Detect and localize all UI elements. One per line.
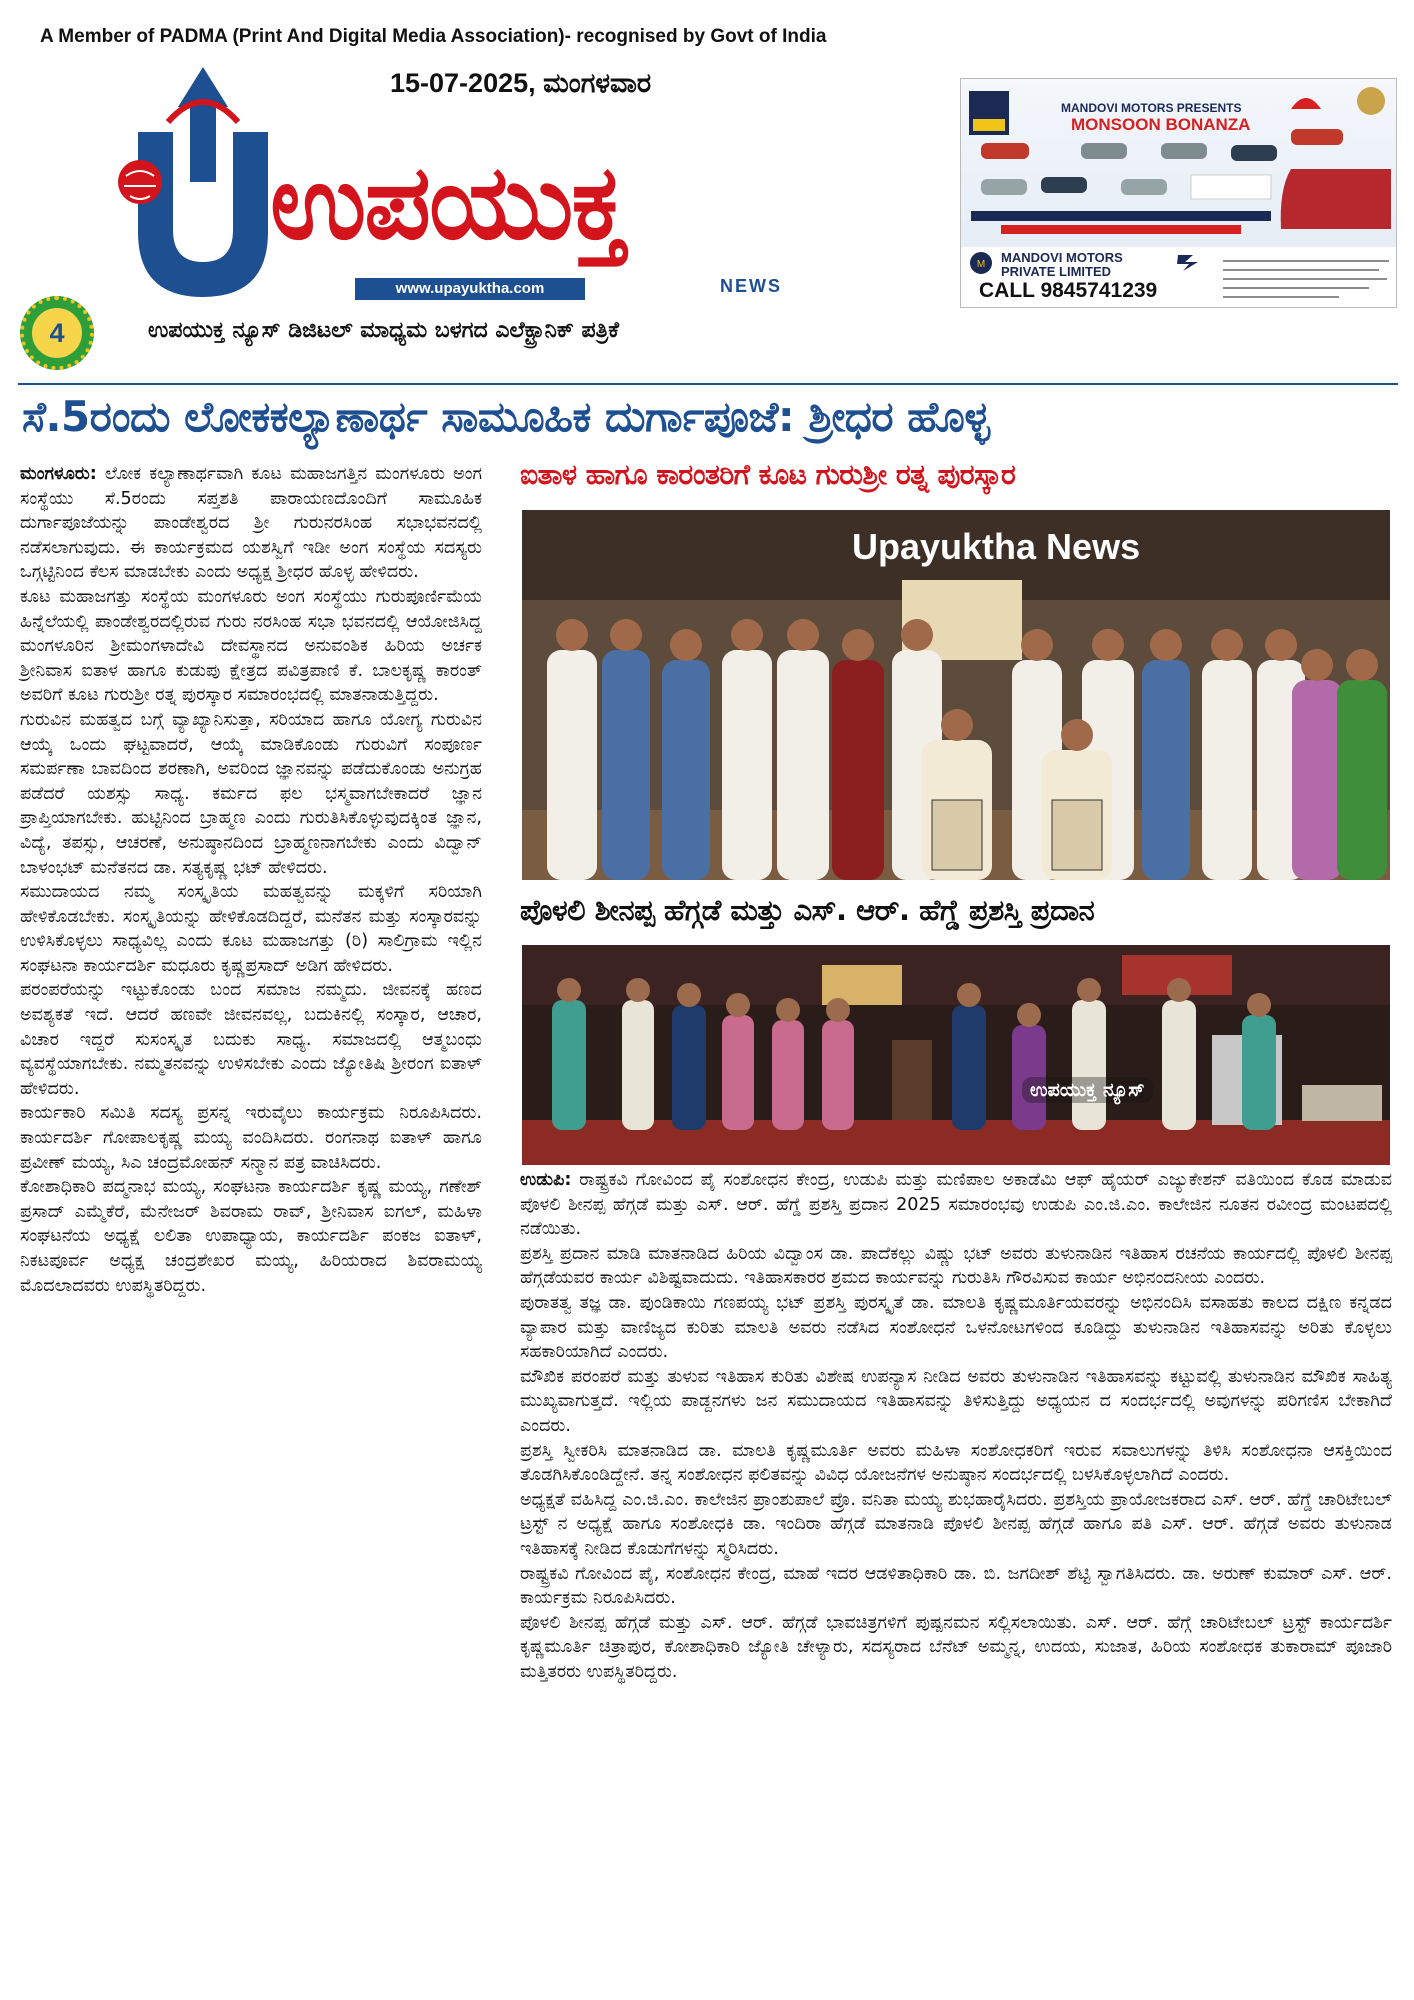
article-paragraph: ಗುರುವಿನ ಮಹತ್ವದ ಬಗ್ಗೆ ವ್ಯಾಖ್ಯಾನಿಸುತ್ತಾ, ಸರಿಯಾದ ಹಾಗೂ ಯೋಗ್ಯ ಗುರುವಿನ ಆಯ್ಕೆ ಒಂದು ಘಟ್ಟವಾದರೆ, ಆಯ್ಕೆ ಮಾಡಿಕೊಂಡು ಗುರುವಿಗೆ ಸಂಪೂರ್ಣ ಸಮರ್ಪಣಾ ಬಾವದಿಂದ ಶರಣಾಗಿ, ಅವರಿಂದ ಜ್ಞಾನವನ್ನು ಪಡೆದುಕೊಂಡು ಅನುಗ್ರಹ ಪಡೆದರೆ ಯಶಸ್ಸು ಸಾಧ್ಯ. ಕರ್ಮದ ಫಲ ಭಸ್ಮವಾಗಬೇಕಾದರೆ ಜ್ಞಾನ ಪ್ರಾಪ್ತಿಯಾಗಬೇಕು. ಹುಟ್ಟಿನಿಂದ ಬ್ರಾಹ್ಮಣ ಎಂದು ಗುರುತಿಸಿಕೊಳ್ಳುವುದಕ್ಕಿಂತ ಜ್ಞಾನ, ವಿದ್ಯೆ, ತಪಸ್ಸು, ಆಚರಣೆ, ಅನುಷ್ಠಾನದಿಂದ ಬ್ರಾಹ್ಮಣನಾಗಬೇಕು ಎಂದು ವಿದ್ವಾನ್ ಬಾಳಂಭಟ್ ಮನೆತನದ ಡಾ. ಸತ್ಯಕೃಷ್ಣ ಭಟ್ ಹೇಳಿದರು. bbox=[20, 709, 482, 878]
issue-date: 15-07-2025, ಮಂಗಳವಾರ bbox=[390, 68, 652, 98]
article-paragraph: ಮೌಖಿಕ ಪರಂಪರೆ ಮತ್ತು ತುಳುವ ಇತಿಹಾಸ ಕುರಿತು ವಿಶೇಷ ಉಪನ್ಯಾಸ ನೀಡಿದ ಅವರು ತುಳುನಾಡಿನ ಇತಿಹಾಸವನ್ನು ಕಟ್ಟುವಲ್ಲಿ ತುಳುನಾಡಿನ ಮೌಖಿಕ ಸಾಹಿತ್ಯ ಮುಖ್ಯವಾಗುತ್ತದೆ. ಇಲ್ಲಿಯ ಪಾಡ್ದನಗಳು ಜನ ಸಮುದಾಯದ ಇತಿಹಾಸವನ್ನು ತಿಳಿಸುತ್ತಿದ್ದು ಅಧ್ಯಯನ ದ ಸಂದರ್ಭದಲ್ಲಿ ಅವುಗಳನ್ನು ಪರಿಗಣಿಸ ಬೇಕಾಗಿದೆ ಎಂದರು. bbox=[520, 1366, 1392, 1436]
masthead-tagline: ಉಪಯುಕ್ತ ನ್ಯೂಸ್ ಡಿಜಿಟಲ್ ಮಾಧ್ಯಮ ಬಳಗದ ಎಲೆಕ್ಟ್ರಾನಿಕ್ ಪತ್ರಿಕೆ bbox=[148, 318, 619, 343]
mandovi-motors-advertisement[interactable] bbox=[960, 78, 1397, 308]
article-paragraph: ಪುರಾತತ್ವ ತಜ್ಞ ಡಾ. ಪುಂಡಿಕಾಯಿ ಗಣಪಯ್ಯ ಭಟ್ ಪ್ರಶಸ್ತಿ ಪುರಸ್ಕೃತೆ ಡಾ. ಮಾಲತಿ ಕೃಷ್ಣಮೂರ್ತಿಯವರನ್ನು ಅಭಿನಂದಿಸಿ ವಸಾಹತು ಕಾಲದ ದಕ್ಷಿಣ ಕನ್ನಡದ ವ್ಯಾಪಾರ ಮತ್ತು ವಾಣಿಜ್ಯದ ಕುರಿತು ಮಾಲತಿ ಅವರು ನಡೆಸಿದ ಸಂಶೋಧನೆ ಒಳನೋಟಗಳಿಂದ ಕೂಡಿದ್ದು ತುಳುನಾಡಿನ ಇತಿಹಾಸವನ್ನು ಅರಿತು ಕೊಳ್ಳಲು ಸಹಕಾರಿಯಾಗಿದೆ ಎಂದರು. bbox=[520, 1292, 1392, 1363]
svg-text:M: M bbox=[976, 259, 986, 270]
prashasti-ceremony-photo[interactable] bbox=[522, 945, 1390, 1165]
main-headline: ಸೆ.5ರಂದು ಲೋಕಕಲ್ಯಾಣಾರ್ಥ ಸಾಮೂಹಿಕ ದುರ್ಗಾಪೂಜೆ: ಶ್ರೀಧರ ಹೊಳ್ಳ bbox=[22, 392, 990, 441]
article-paragraph: ಕೂಟ ಮಹಾಜಗತ್ತು ಸಂಸ್ಥೆಯ ಮಂಗಳೂರು ಅಂಗ ಸಂಸ್ಥೆಯು ಗುರುಪೂರ್ಣಿಮೆಯ ಹಿನ್ನೆಲೆಯಲ್ಲಿ ಪಾಂಡೇಶ್ವರದಲ್ಲಿರುವ ಗುರು ನರಸಿಂಹ ಸಭಾ ಭವನದಲ್ಲಿ ಆಯೋಜಿಸಿದ್ದ ಮಂಗಳೂರಿನ ಶ್ರೀಮಂಗಳಾದೇವಿ ದೇವಸ್ಥಾನದ ಅನುವಂಶಿಕ ಹಿರಿಯ ಅರ್ಚಕ ಶ್ರೀನಿವಾಸ ಐತಾಳ ಹಾಗೂ ಕುಡುಪು ಕ್ಷೇತ್ರದ ಪವಿತ್ರಪಾಣಿ ಕೆ. ಬಾಲಕೃಷ್ಣ ಕಾರಂತ್ ಅವರಿಗೆ ಕೂಟ ಗುರುಶ್ರೀ ರತ್ನ ಪುರಸ್ಕಾರ ಸಮಾರಂಭದಲ್ಲಿ ಮಾತನಾಡುತ್ತಿದ್ದರು. bbox=[20, 586, 482, 706]
article-text: ಲೋಕ ಕಲ್ಯಾಣಾರ್ಥವಾಗಿ ಕೂಟ ಮಹಾಜಗತ್ತಿನ ಮಂಗಳೂರು ಅಂಗ ಸಂಸ್ಥೆಯು ಸೆ.5ರಂದು ಸಪ್ತಶತಿ ಪಾರಾಯಣದೊಂದಿಗೆ ಸಾಮೂಹಿಕ ದುರ್ಗಾಪೂಜೆಯನ್ನು ಪಾಂಡೇಶ್ವರದ ಶ್ರೀ ಗುರುನರಸಿಂಹ ಸಭಾಭವನದಲ್ಲಿ ನಡೆಸಲಾಗುವುದು. ಈ ಕಾರ್ಯಕ್ರಮದ ಯಶಸ್ವಿಗೆ ಇಡೀ ಅಂಗ ಸಂಸ್ಥೆಯ ಸದಸ್ಯರು ಒಗ್ಗಟ್ಟಿನಿಂದ ಕೆಲಸ ಮಾಡಬೇಕು ಎಂದು ಅಧ್ಯಕ್ಷ ಶ್ರೀಧರ ಹೊಳ್ಳ ಹೇಳಿದರು. bbox=[20, 464, 483, 583]
page-number: 4 bbox=[32, 308, 82, 358]
story2-headline: ಐತಾಳ ಹಾಗೂ ಕಾರಂತರಿಗೆ ಕೂಟ ಗುರುಶ್ರೀ ರತ್ನ ಪುರಸ್ಕಾರ bbox=[520, 458, 1016, 491]
masthead-divider bbox=[18, 383, 1398, 385]
article-paragraph: ಸಮುದಾಯದ ನಮ್ಮ ಸಂಸ್ಕೃತಿಯ ಮಹತ್ವವನ್ನು ಮಕ್ಕಳಿಗೆ ಸರಿಯಾಗಿ ಹೇಳಿಕೊಡಬೇಕು. ಸಂಸ್ಕೃತಿಯನ್ನು ಹೇಳಿಕೊಡದಿದ್ದರೆ, ಮನೆತನ ಮತ್ತು ಸಂಸ್ಕಾರವನ್ನು ಉಳಿಸಿಕೊಳ್ಳಲು ಸಾಧ್ಯವಿಲ್ಲ ಎಂದು ಕೂಟ ಮಹಾಜಗತ್ತು (ರಿ) ಸಾಲಿಗ್ರಾಮ ಇಲ್ಲಿನ ಸಂಘಟನಾ ಕಾರ್ಯದರ್ಶಿ ಮಧೂರು ಕೃಷ್ಣಪ್ರಸಾದ್ ಅಡಿಗ ಹೇಳಿದರು. bbox=[20, 882, 482, 976]
prashasti-ceremony-photo-graphic bbox=[522, 945, 1390, 1165]
padma-membership-line: A Member of PADMA (Print And Digital Media Association)- recognised by Govt of India bbox=[40, 26, 827, 47]
article-udupi bbox=[520, 1168, 1392, 1684]
article-paragraph bbox=[20, 462, 482, 585]
masthead-logo-text: ಉಪಯುಕ್ತ bbox=[270, 141, 626, 263]
website-url[interactable]: www.upayuktha.com bbox=[355, 278, 585, 300]
article-paragraph: ರಾಷ್ಟ್ರಕವಿ ಗೋವಿಂದ ಪೈ, ಸಂಶೋಧನ ಕೇಂದ್ರ, ಮಾಹೆ ಇದರ ಆಡಳಿತಾಧಿಕಾರಿ ಡಾ. ಬಿ. ಜಗದೀಶ್ ಶೆಟ್ಟಿ ಸ್ವಾಗತಿಸಿದರು. ಡಾ. ಅರುಣ್ ಕುಮಾರ್ ಎಸ್. ಆರ್. ಕಾರ್ಯಕ್ರಮ ನಿರೂಪಿಸಿದರು. bbox=[520, 1563, 1392, 1609]
ad-headline: MONSOON BONANZA bbox=[1071, 115, 1251, 134]
ad-car-lineup-graphic bbox=[961, 79, 1397, 247]
article-paragraph: ಪ್ರಶಸ್ತಿ ಪ್ರದಾನ ಮಾಡಿ ಮಾತನಾಡಿದ ಹಿರಿಯ ವಿದ್ವಾಂಸ ಡಾ. ಪಾದೆಕಲ್ಲು ವಿಷ್ಣು ಭಟ್ ಅವರು ತುಳುನಾಡಿನ ಇತಿಹಾಸ ರಚನೆಯ ಕಾರ್ಯದಲ್ಲಿ ಪೊಳಲಿ ಶೀನಪ್ಪ ಹೆಗ್ಗಡೆಯವರ ಕಾರ್ಯ ವಿಶಿಷ್ಟವಾದುದು. ಇತಿಹಾಸಕಾರರ ಶ್ರಮದ ಕಾರ್ಯವನ್ನು ಗುರುತಿಸಿ ಗೌರವಿಸುವ ಕಾರ್ಯ ಅಭಿನಂದನೀಯ ಎಂದರು. bbox=[520, 1243, 1392, 1289]
article-paragraph: ಪ್ರಶಸ್ತಿ ಸ್ವೀಕರಿಸಿ ಮಾತನಾಡಿದ ಡಾ. ಮಾಲತಿ ಕೃಷ್ಣಮೂರ್ತಿ ಅವರು ಮಹಿಳಾ ಸಂಶೋಧಕರಿಗೆ ಇರುವ ಸವಾಲುಗಳನ್ನು ತಿಳಿಸಿ ಸಂಶೋಧನಾ ಆಸಕ್ತಿಯಿಂದ ತೊಡಗಿಸಿಕೊಂಡಿದ್ದೇನೆ. ತನ್ನ ಸಂಶೋಧನ ಫಲಿತವನ್ನು ವಿವಿಧ ಯೋಜನೆಗಳ ಅನುಷ್ಠಾನ ಸಂದರ್ಭದಲ್ಲಿ ಬಳಸಿಕೊಳ್ಳಲಾಗಿದೆ ಎಂದರು. bbox=[520, 1440, 1392, 1486]
photo1-watermark: Upayuktha News bbox=[852, 526, 1141, 567]
article-mangaluru bbox=[20, 462, 482, 1298]
article-paragraph bbox=[520, 1168, 1392, 1242]
ad-dealer-name: MANDOVI MOTORS PRIVATE LIMITED bbox=[1001, 250, 1123, 279]
article-paragraph: ಕಾರ್ಯಕಾರಿ ಸಮಿತಿ ಸದಸ್ಯ ಪ್ರಸನ್ನ ಇರುವೈಲು ಕಾರ್ಯಕ್ರಮ ನಿರೂಪಿಸಿದರು. ಕಾರ್ಯದರ್ಶಿ ಗೋಪಾಲಕೃಷ್ಣ ಮಯ್ಯ ವಂದಿಸಿದರು. ರಂಗನಾಥ ಐತಾಳ್ ಹಾಗೂ ಪ್ರವೀಣ್ ಮಯ್ಯ, ಸಿಎ ಚಂದ್ರಮೋಹನ್ ಸನ್ಮಾನ ಪತ್ರ ವಾಚಿಸಿದರು. bbox=[20, 1103, 482, 1173]
story3-headline: ಪೊಳಲಿ ಶೀನಪ್ಪ ಹೆಗ್ಗಡೆ ಮತ್ತು ಎಸ್. ಆರ್. ಹೆಗ್ಡೆ ಪ್ರಶಸ್ತಿ ಪ್ರದಾನ bbox=[520, 893, 1095, 927]
suzuki-logo-icon bbox=[1173, 251, 1203, 273]
article-paragraph: ಅಧ್ಯಕ್ಷತೆ ವಹಿಸಿದ್ದ ಎಂ.ಜಿ.ಎಂ. ಕಾಲೇಜಿನ ಪ್ರಾಂಶುಪಾಲೆ ಪ್ರೊ. ವನಿತಾ ಮಯ್ಯ ಶುಭಹಾರೈಸಿದರು. ಪ್ರಶಸ್ತಿಯ ಪ್ರಾಯೋಜಕರಾದ ಎಸ್. ಆರ್. ಹೆಗ್ಡೆ ಚಾರಿಟೇಬಲ್ ಟ್ರಸ್ಟ್ ನ ಅಧ್ಯಕ್ಷೆ ಹಾಗೂ ಸಂಶೋಧಕಿ ಡಾ. ಇಂದಿರಾ ಹೆಗ್ಗಡೆ ಮಾತನಾಡಿ ಪೊಳಲಿ ಶೀನಪ್ಪ ಹೆಗ್ಗಡೆ ಹಾಗೂ ಪತಿ ಎಸ್. ಆರ್. ಹೆಗ್ಗಡೆ ಅವರು ತುಳುನಾಡ ಇತಿಹಾಸಕ್ಕೆ ನೀಡಿದ ಕೊಡುಗೆಗಳನ್ನು ಸ್ಮರಿಸಿದರು. bbox=[520, 1489, 1392, 1559]
ad-banner bbox=[961, 79, 1397, 247]
page-number-badge bbox=[20, 296, 94, 370]
mandovi-logo-icon bbox=[969, 251, 999, 275]
article-paragraph: ಪರಂಪರೆಯನ್ನು ಇಟ್ಟುಕೊಂಡು ಬಂದ ಸಮಾಜ ನಮ್ಮದು. ಜೀವನಕ್ಕೆ ಹಣದ ಅವಶ್ಯಕತೆ ಇದೆ. ಆದರೆ ಹಣವೇ ಜೀವನವಲ್ಲ, ಬದುಕಿನಲ್ಲಿ ಸಂಸ್ಕಾರ, ಆಚಾರ, ವಿಚಾರ ಇದ್ದರೆ ಸುಸಂಸ್ಕೃತ ಬದುಕು ಸಾಧ್ಯ. ಸಮಾಜದಲ್ಲಿ ಆತ್ಮಬಂಧು ವ್ಯವಸ್ಥೆಯಾಗಬೇಕು. ನಮ್ಮತನವನ್ನು ಉಳಿಸಬೇಕು ಎಂದು ಜ್ಯೋತಿಷಿ ಶ್ರೀರಂಗ ಐತಾಳ್ ಹೇಳಿದರು. bbox=[20, 980, 482, 1099]
article-paragraph: ಕೋಶಾಧಿಕಾರಿ ಪದ್ಮನಾಭ ಮಯ್ಯ, ಸಂಘಟನಾ ಕಾರ್ಯದರ್ಶಿ ಕೃಷ್ಣ ಮಯ್ಯ, ಗಣೇಶ್ ಪ್ರಸಾದ್ ಎಮ್ಮೆಕೆರೆ, ಮೆನೇಜರ್ ಶಿವರಾಮ ರಾವ್, ಶ್ರೀನಿವಾಸ ಐಗಲ್, ಮಹಿಳಾ ಸಂಘಟನೆಯ ಅಧ್ಯಕ್ಷೆ ಲಲಿತಾ ಉಪಾಧ್ಯಾಯ, ಕಾರ್ಯದರ್ಶಿ ಪಂಕಜ ಐತಾಳ್, ನಿಕಟಪೂರ್ವ ಅಧ್ಯಕ್ಷ ಚಂದ್ರಶೇಖರ ಮಯ್ಯ, ಹಿರಿಯರಾದ ಶಿವರಾಮಯ್ಯ ಮೊದಲಾದವರು ಉಪಸ್ಥಿತರಿದ್ದರು. bbox=[20, 1177, 482, 1296]
article-text: ರಾಷ್ಟ್ರಕವಿ ಗೋವಿಂದ ಪೈ ಸಂಶೋಧನ ಕೇಂದ್ರ, ಉಡುಪಿ ಮತ್ತು ಮಣಿಪಾಲ ಅಕಾಡೆಮಿ ಆಫ್ ಹೈಯರ್ ಎಜ್ಯುಕೇಶನ್ ವತಿಯಿಂದ ಕೊಡ ಮಾಡುವ ಪೊಳಲಿ ಶೀನಪ್ಪ ಹೆಗ್ಗಡೆ ಮತ್ತು ಎಸ್. ಆರ್. ಹೆಗ್ಡೆ ಪ್ರಶಸ್ತಿ ಪ್ರದಾನ 2025 ಸಮಾರಂಭವು ಉಡುಪಿ ಎಂ.ಜಿ.ಎಂ. ಕಾಲೇಜಿನ ನೂತನ ರವೀಂದ್ರ ಮಂಟಪದಲ್ಲಿ ನಡೆಯಿತು. bbox=[520, 1170, 1393, 1240]
ad-fine-print-graphic bbox=[1219, 255, 1395, 305]
ad-phone-number[interactable]: CALL 9845741239 bbox=[979, 279, 1158, 302]
ad-presenter: MANDOVI MOTORS PRESENTS bbox=[1061, 101, 1242, 115]
award-ceremony-photo[interactable] bbox=[522, 510, 1390, 880]
dateline: ಮಂಗಳೂರು: bbox=[20, 464, 97, 484]
photo2-watermark: ಉಪಯುಕ್ತ ನ್ಯೂಸ್ bbox=[1022, 1077, 1153, 1103]
dateline: ಉಡುಪಿ: bbox=[520, 1170, 572, 1190]
news-label: NEWS bbox=[720, 276, 782, 296]
article-paragraph: ಪೊಳಲಿ ಶೀನಪ್ಪ ಹೆಗ್ಗಡೆ ಮತ್ತು ಎಸ್. ಆರ್. ಹೆಗ್ಗಡೆ ಭಾವಚಿತ್ರಗಳಿಗೆ ಪುಷ್ಪನಮನ ಸಲ್ಲಿಸಲಾಯಿತು. ಎಸ್. ಆರ್. ಹೆಗ್ಗೆ ಚಾರಿಟೇಬಲ್ ಟ್ರಸ್ಟ್ ಕಾರ್ಯದರ್ಶಿ ಕೃಷ್ಣಮೂರ್ತಿ ಚಿತ್ರಾಪುರ, ಕೋಶಾಧಿಕಾರಿ ಜ್ಯೋತಿ ಚೇಳ್ಯಾರು, ಸದಸ್ಯರಾದ ಬೆನೆಟ್ ಅಮ್ಮನ್ನ, ಉದಯ, ಸುಜಾತ, ಹಿರಿಯ ಸಂಶೋಧಕ ತುಕಾರಾಮ್ ಪೂಜಾರಿ ಮತ್ತಿತರರು ಉಪಸ್ಥಿತರಿದ್ದರು. bbox=[520, 1612, 1392, 1682]
upayuktha-logo-mark bbox=[108, 62, 283, 312]
